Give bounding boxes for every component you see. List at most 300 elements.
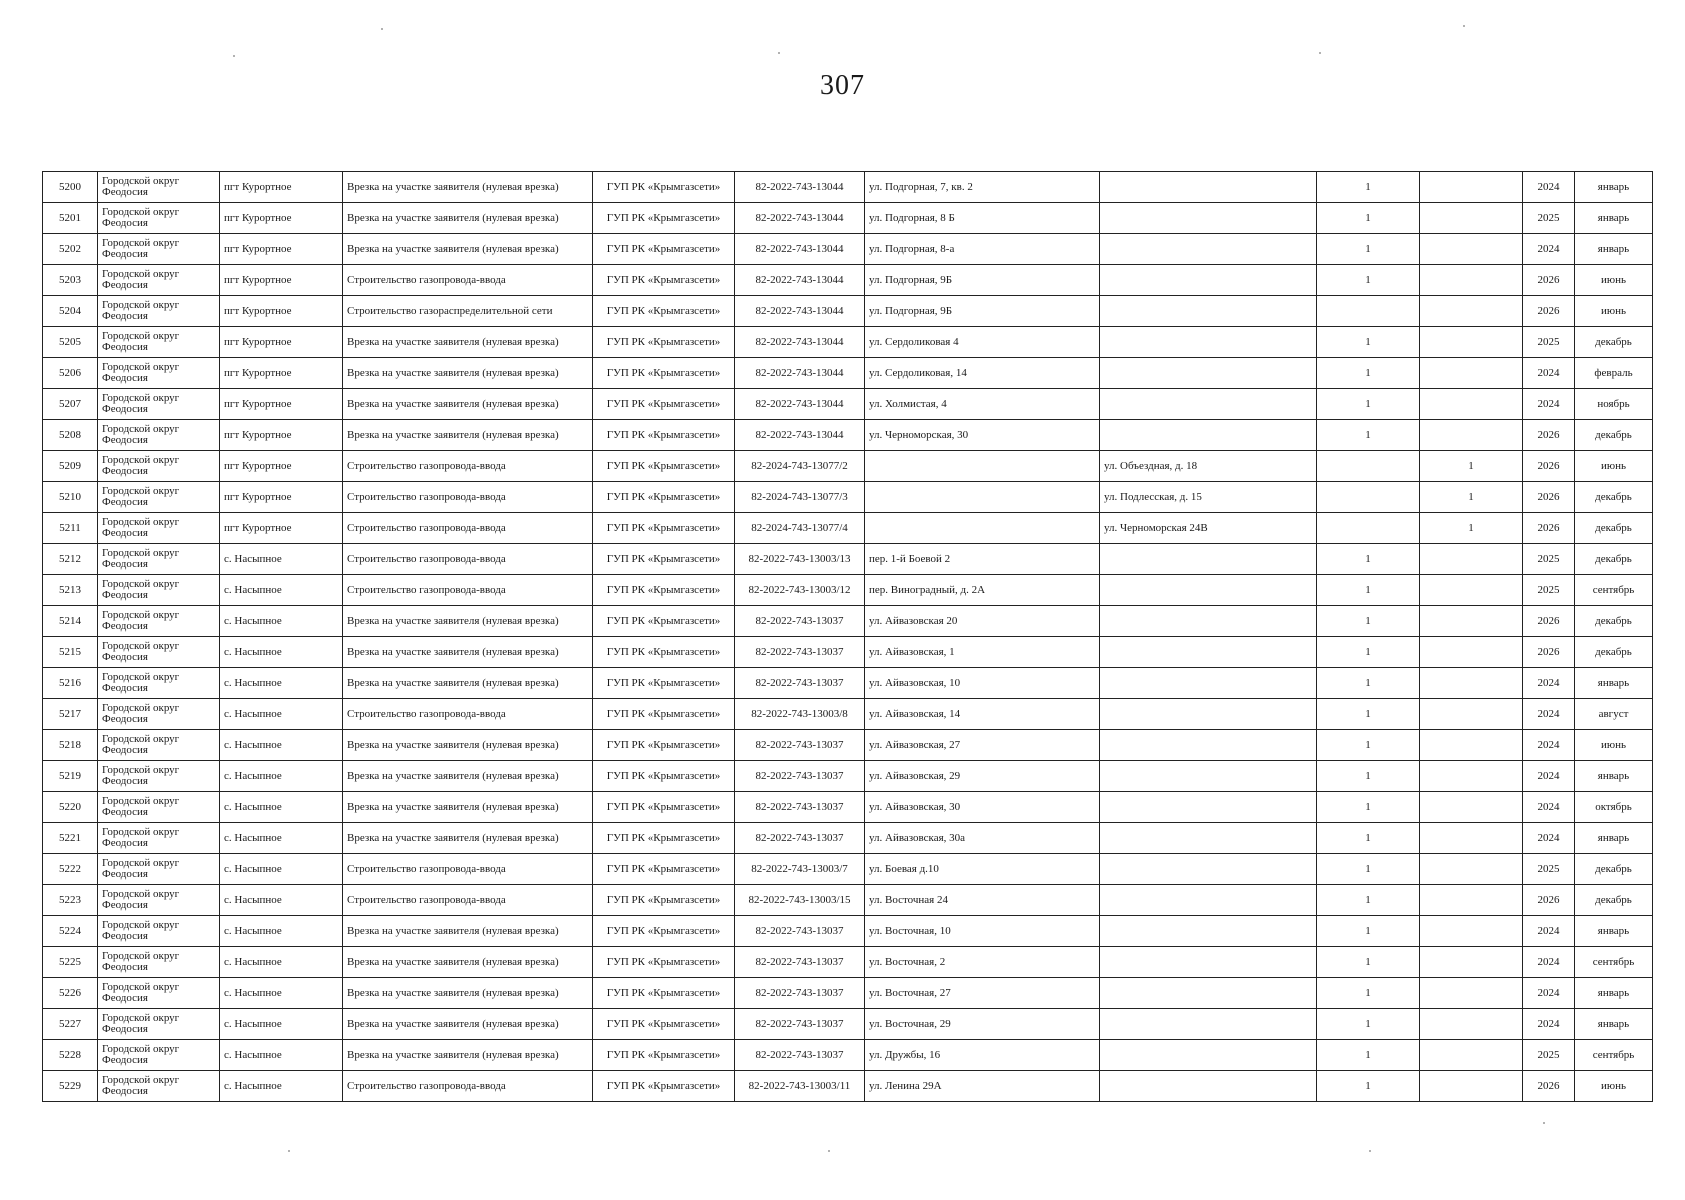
table-row bbox=[43, 389, 1653, 420]
scan-speck bbox=[1369, 1150, 1371, 1152]
table-row bbox=[43, 1040, 1653, 1071]
quantity-alt-cell bbox=[1420, 854, 1523, 885]
year-cell: 2025 bbox=[1523, 854, 1575, 885]
district-cell: Городской округ Феодосия bbox=[98, 327, 220, 358]
month-cell: ноябрь bbox=[1575, 389, 1653, 420]
quantity-alt-cell bbox=[1420, 823, 1523, 854]
district-cell: Городской округ Феодосия bbox=[98, 885, 220, 916]
row-number: 5211 bbox=[43, 513, 98, 544]
scan-speck bbox=[1463, 25, 1465, 27]
month-cell: октябрь bbox=[1575, 792, 1653, 823]
year-cell: 2024 bbox=[1523, 792, 1575, 823]
address-alt-cell: ул. Черноморская 24В bbox=[1100, 513, 1317, 544]
contract-number-cell: 82-2022-743-13003/11 bbox=[735, 1071, 865, 1102]
locality-cell: с. Насыпное bbox=[220, 1040, 343, 1071]
year-cell: 2026 bbox=[1523, 265, 1575, 296]
locality-cell: пгт Курортное bbox=[220, 265, 343, 296]
row-number: 5226 bbox=[43, 978, 98, 1009]
contract-number-cell: 82-2024-743-13077/4 bbox=[735, 513, 865, 544]
address-cell: ул. Айвазовская, 10 bbox=[865, 668, 1100, 699]
quantity-cell: 1 bbox=[1317, 265, 1420, 296]
table-row bbox=[43, 358, 1653, 389]
quantity-alt-cell bbox=[1420, 389, 1523, 420]
locality-cell: с. Насыпное bbox=[220, 761, 343, 792]
table-row bbox=[43, 916, 1653, 947]
registry-table-body bbox=[43, 172, 1653, 1102]
year-cell: 2026 bbox=[1523, 885, 1575, 916]
contract-number-cell: 82-2024-743-13077/3 bbox=[735, 482, 865, 513]
table-row bbox=[43, 606, 1653, 637]
year-cell: 2024 bbox=[1523, 172, 1575, 203]
month-cell: декабрь bbox=[1575, 327, 1653, 358]
quantity-cell: 1 bbox=[1317, 761, 1420, 792]
quantity-alt-cell bbox=[1420, 668, 1523, 699]
locality-cell: пгт Курортное bbox=[220, 358, 343, 389]
month-cell: декабрь bbox=[1575, 854, 1653, 885]
quantity-alt-cell bbox=[1420, 916, 1523, 947]
address-cell: ул. Подгорная, 7, кв. 2 bbox=[865, 172, 1100, 203]
work-type-cell: Врезка на участке заявителя (нулевая врезка) bbox=[343, 420, 593, 451]
table-row bbox=[43, 451, 1653, 482]
contract-number-cell: 82-2022-743-13044 bbox=[735, 203, 865, 234]
work-type-cell: Врезка на участке заявителя (нулевая врезка) bbox=[343, 606, 593, 637]
locality-cell: с. Насыпное bbox=[220, 823, 343, 854]
quantity-alt-cell bbox=[1420, 1071, 1523, 1102]
year-cell: 2026 bbox=[1523, 482, 1575, 513]
row-number: 5201 bbox=[43, 203, 98, 234]
address-alt-cell: ул. Подлесская, д. 15 bbox=[1100, 482, 1317, 513]
contract-number-cell: 82-2022-743-13037 bbox=[735, 668, 865, 699]
quantity-cell: 1 bbox=[1317, 203, 1420, 234]
district-cell: Городской округ Феодосия bbox=[98, 544, 220, 575]
district-cell: Городской округ Феодосия bbox=[98, 1009, 220, 1040]
contract-number-cell: 82-2022-743-13037 bbox=[735, 978, 865, 1009]
work-type-cell: Строительство газопровода-ввода bbox=[343, 544, 593, 575]
organization-cell: ГУП РК «Крымгазсети» bbox=[593, 1009, 735, 1040]
month-cell: декабрь bbox=[1575, 606, 1653, 637]
contract-number-cell: 82-2022-743-13044 bbox=[735, 234, 865, 265]
work-type-cell: Строительство газораспределительной сети bbox=[343, 296, 593, 327]
organization-cell: ГУП РК «Крымгазсети» bbox=[593, 327, 735, 358]
year-cell: 2025 bbox=[1523, 575, 1575, 606]
row-number: 5206 bbox=[43, 358, 98, 389]
address-alt-cell bbox=[1100, 1040, 1317, 1071]
work-type-cell: Врезка на участке заявителя (нулевая врезка) bbox=[343, 1040, 593, 1071]
quantity-alt-cell bbox=[1420, 234, 1523, 265]
district-cell: Городской округ Феодосия bbox=[98, 265, 220, 296]
organization-cell: ГУП РК «Крымгазсети» bbox=[593, 792, 735, 823]
locality-cell: пгт Курортное bbox=[220, 234, 343, 265]
address-cell bbox=[865, 513, 1100, 544]
contract-number-cell: 82-2022-743-13003/7 bbox=[735, 854, 865, 885]
address-cell bbox=[865, 482, 1100, 513]
address-alt-cell bbox=[1100, 265, 1317, 296]
row-number: 5205 bbox=[43, 327, 98, 358]
quantity-alt-cell bbox=[1420, 1040, 1523, 1071]
quantity-alt-cell: 1 bbox=[1420, 513, 1523, 544]
year-cell: 2024 bbox=[1523, 947, 1575, 978]
quantity-alt-cell bbox=[1420, 699, 1523, 730]
contract-number-cell: 82-2022-743-13044 bbox=[735, 172, 865, 203]
table-row bbox=[43, 296, 1653, 327]
table-row bbox=[43, 172, 1653, 203]
organization-cell: ГУП РК «Крымгазсети» bbox=[593, 358, 735, 389]
district-cell: Городской округ Феодосия bbox=[98, 668, 220, 699]
month-cell: декабрь bbox=[1575, 513, 1653, 544]
work-type-cell: Строительство газопровода-ввода bbox=[343, 699, 593, 730]
address-alt-cell bbox=[1100, 1009, 1317, 1040]
contract-number-cell: 82-2024-743-13077/2 bbox=[735, 451, 865, 482]
organization-cell: ГУП РК «Крымгазсети» bbox=[593, 203, 735, 234]
quantity-alt-cell bbox=[1420, 978, 1523, 1009]
organization-cell: ГУП РК «Крымгазсети» bbox=[593, 389, 735, 420]
contract-number-cell: 82-2022-743-13044 bbox=[735, 296, 865, 327]
month-cell: август bbox=[1575, 699, 1653, 730]
contract-number-cell: 82-2022-743-13044 bbox=[735, 265, 865, 296]
organization-cell: ГУП РК «Крымгазсети» bbox=[593, 513, 735, 544]
work-type-cell: Врезка на участке заявителя (нулевая врезка) bbox=[343, 1009, 593, 1040]
quantity-alt-cell bbox=[1420, 358, 1523, 389]
quantity-alt-cell bbox=[1420, 947, 1523, 978]
work-type-cell: Строительство газопровода-ввода bbox=[343, 451, 593, 482]
quantity-cell bbox=[1317, 451, 1420, 482]
organization-cell: ГУП РК «Крымгазсети» bbox=[593, 854, 735, 885]
address-alt-cell bbox=[1100, 823, 1317, 854]
locality-cell: с. Насыпное bbox=[220, 885, 343, 916]
work-type-cell: Врезка на участке заявителя (нулевая врезка) bbox=[343, 637, 593, 668]
quantity-alt-cell bbox=[1420, 203, 1523, 234]
table-row bbox=[43, 854, 1653, 885]
scan-speck bbox=[1543, 1122, 1545, 1124]
organization-cell: ГУП РК «Крымгазсети» bbox=[593, 1040, 735, 1071]
district-cell: Городской округ Феодосия bbox=[98, 761, 220, 792]
contract-number-cell: 82-2022-743-13037 bbox=[735, 730, 865, 761]
work-type-cell: Строительство газопровода-ввода bbox=[343, 885, 593, 916]
row-number: 5214 bbox=[43, 606, 98, 637]
quantity-alt-cell bbox=[1420, 575, 1523, 606]
locality-cell: с. Насыпное bbox=[220, 916, 343, 947]
quantity-cell: 1 bbox=[1317, 730, 1420, 761]
year-cell: 2026 bbox=[1523, 513, 1575, 544]
quantity-cell: 1 bbox=[1317, 1009, 1420, 1040]
locality-cell: с. Насыпное bbox=[220, 637, 343, 668]
address-alt-cell bbox=[1100, 885, 1317, 916]
locality-cell: с. Насыпное bbox=[220, 606, 343, 637]
year-cell: 2024 bbox=[1523, 358, 1575, 389]
organization-cell: ГУП РК «Крымгазсети» bbox=[593, 296, 735, 327]
contract-number-cell: 82-2022-743-13037 bbox=[735, 637, 865, 668]
year-cell: 2025 bbox=[1523, 327, 1575, 358]
contract-number-cell: 82-2022-743-13037 bbox=[735, 916, 865, 947]
locality-cell: пгт Курортное bbox=[220, 296, 343, 327]
organization-cell: ГУП РК «Крымгазсети» bbox=[593, 916, 735, 947]
row-number: 5225 bbox=[43, 947, 98, 978]
month-cell: январь bbox=[1575, 234, 1653, 265]
quantity-cell: 1 bbox=[1317, 172, 1420, 203]
organization-cell: ГУП РК «Крымгазсети» bbox=[593, 451, 735, 482]
scan-speck bbox=[828, 1150, 830, 1152]
quantity-cell: 1 bbox=[1317, 947, 1420, 978]
year-cell: 2024 bbox=[1523, 234, 1575, 265]
contract-number-cell: 82-2022-743-13037 bbox=[735, 761, 865, 792]
work-type-cell: Врезка на участке заявителя (нулевая врезка) bbox=[343, 978, 593, 1009]
district-cell: Городской округ Феодосия bbox=[98, 916, 220, 947]
locality-cell: с. Насыпное bbox=[220, 1009, 343, 1040]
district-cell: Городской округ Феодосия bbox=[98, 978, 220, 1009]
year-cell: 2024 bbox=[1523, 761, 1575, 792]
year-cell: 2024 bbox=[1523, 916, 1575, 947]
organization-cell: ГУП РК «Крымгазсети» bbox=[593, 606, 735, 637]
organization-cell: ГУП РК «Крымгазсети» bbox=[593, 1071, 735, 1102]
address-cell: ул. Дружбы, 16 bbox=[865, 1040, 1100, 1071]
contract-number-cell: 82-2022-743-13044 bbox=[735, 389, 865, 420]
district-cell: Городской округ Феодосия bbox=[98, 637, 220, 668]
organization-cell: ГУП РК «Крымгазсети» bbox=[593, 420, 735, 451]
month-cell: январь bbox=[1575, 823, 1653, 854]
quantity-alt-cell bbox=[1420, 606, 1523, 637]
month-cell: июнь bbox=[1575, 265, 1653, 296]
quantity-alt-cell bbox=[1420, 172, 1523, 203]
table-row bbox=[43, 730, 1653, 761]
district-cell: Городской округ Феодосия bbox=[98, 792, 220, 823]
row-number: 5200 bbox=[43, 172, 98, 203]
scan-speck bbox=[778, 52, 780, 54]
address-alt-cell bbox=[1100, 792, 1317, 823]
year-cell: 2024 bbox=[1523, 389, 1575, 420]
quantity-cell: 1 bbox=[1317, 854, 1420, 885]
quantity-cell: 1 bbox=[1317, 823, 1420, 854]
address-alt-cell: ул. Объездная, д. 18 bbox=[1100, 451, 1317, 482]
row-number: 5223 bbox=[43, 885, 98, 916]
quantity-alt-cell bbox=[1420, 1009, 1523, 1040]
address-cell: ул. Черноморская, 30 bbox=[865, 420, 1100, 451]
table-row bbox=[43, 482, 1653, 513]
district-cell: Городской округ Феодосия bbox=[98, 699, 220, 730]
address-alt-cell bbox=[1100, 234, 1317, 265]
year-cell: 2025 bbox=[1523, 544, 1575, 575]
address-cell: ул. Айвазовская, 29 bbox=[865, 761, 1100, 792]
locality-cell: пгт Курортное bbox=[220, 451, 343, 482]
year-cell: 2025 bbox=[1523, 1040, 1575, 1071]
quantity-alt-cell bbox=[1420, 265, 1523, 296]
row-number: 5207 bbox=[43, 389, 98, 420]
district-cell: Городской округ Феодосия bbox=[98, 358, 220, 389]
scan-speck bbox=[381, 28, 383, 30]
address-alt-cell bbox=[1100, 296, 1317, 327]
quantity-cell: 1 bbox=[1317, 916, 1420, 947]
organization-cell: ГУП РК «Крымгазсети» bbox=[593, 265, 735, 296]
row-number: 5213 bbox=[43, 575, 98, 606]
row-number: 5216 bbox=[43, 668, 98, 699]
address-alt-cell bbox=[1100, 637, 1317, 668]
district-cell: Городской округ Феодосия bbox=[98, 172, 220, 203]
year-cell: 2024 bbox=[1523, 668, 1575, 699]
locality-cell: с. Насыпное bbox=[220, 544, 343, 575]
month-cell: июнь bbox=[1575, 451, 1653, 482]
work-type-cell: Строительство газопровода-ввода bbox=[343, 1071, 593, 1102]
row-number: 5222 bbox=[43, 854, 98, 885]
address-cell: ул. Ленина 29А bbox=[865, 1071, 1100, 1102]
contract-number-cell: 82-2022-743-13037 bbox=[735, 947, 865, 978]
district-cell: Городской округ Феодосия bbox=[98, 947, 220, 978]
address-cell: ул. Айвазовская 20 bbox=[865, 606, 1100, 637]
quantity-cell: 1 bbox=[1317, 606, 1420, 637]
year-cell: 2026 bbox=[1523, 637, 1575, 668]
quantity-cell: 1 bbox=[1317, 544, 1420, 575]
work-type-cell: Врезка на участке заявителя (нулевая врезка) bbox=[343, 730, 593, 761]
address-cell: ул. Подгорная, 9Б bbox=[865, 265, 1100, 296]
organization-cell: ГУП РК «Крымгазсети» bbox=[593, 761, 735, 792]
locality-cell: с. Насыпное bbox=[220, 947, 343, 978]
contract-number-cell: 82-2022-743-13037 bbox=[735, 823, 865, 854]
table-row bbox=[43, 265, 1653, 296]
row-number: 5208 bbox=[43, 420, 98, 451]
address-cell: ул. Восточная, 10 bbox=[865, 916, 1100, 947]
month-cell: декабрь bbox=[1575, 637, 1653, 668]
address-alt-cell bbox=[1100, 203, 1317, 234]
locality-cell: с. Насыпное bbox=[220, 575, 343, 606]
month-cell: сентябрь bbox=[1575, 575, 1653, 606]
quantity-alt-cell bbox=[1420, 792, 1523, 823]
quantity-cell: 1 bbox=[1317, 978, 1420, 1009]
month-cell: январь bbox=[1575, 203, 1653, 234]
page-number: 307 bbox=[820, 70, 865, 101]
district-cell: Городской округ Феодосия bbox=[98, 823, 220, 854]
month-cell: январь bbox=[1575, 1009, 1653, 1040]
district-cell: Городской округ Феодосия bbox=[98, 420, 220, 451]
address-alt-cell bbox=[1100, 606, 1317, 637]
contract-number-cell: 82-2022-743-13003/15 bbox=[735, 885, 865, 916]
organization-cell: ГУП РК «Крымгазсети» bbox=[593, 699, 735, 730]
row-number: 5221 bbox=[43, 823, 98, 854]
table-row bbox=[43, 203, 1653, 234]
locality-cell: с. Насыпное bbox=[220, 1071, 343, 1102]
address-alt-cell bbox=[1100, 420, 1317, 451]
quantity-alt-cell bbox=[1420, 420, 1523, 451]
quantity-alt-cell bbox=[1420, 637, 1523, 668]
quantity-alt-cell bbox=[1420, 327, 1523, 358]
row-number: 5203 bbox=[43, 265, 98, 296]
organization-cell: ГУП РК «Крымгазсети» bbox=[593, 482, 735, 513]
contract-number-cell: 82-2022-743-13044 bbox=[735, 420, 865, 451]
district-cell: Городской округ Феодосия bbox=[98, 389, 220, 420]
quantity-alt-cell bbox=[1420, 730, 1523, 761]
work-type-cell: Врезка на участке заявителя (нулевая врезка) bbox=[343, 947, 593, 978]
registry-table bbox=[42, 171, 1653, 1102]
locality-cell: с. Насыпное bbox=[220, 668, 343, 699]
address-cell: ул. Подгорная, 9Б bbox=[865, 296, 1100, 327]
month-cell: январь bbox=[1575, 761, 1653, 792]
contract-number-cell: 82-2022-743-13044 bbox=[735, 358, 865, 389]
month-cell: июнь bbox=[1575, 1071, 1653, 1102]
table-row bbox=[43, 513, 1653, 544]
address-alt-cell bbox=[1100, 358, 1317, 389]
table-row bbox=[43, 823, 1653, 854]
quantity-cell: 1 bbox=[1317, 885, 1420, 916]
district-cell: Городской округ Феодосия bbox=[98, 513, 220, 544]
address-cell: ул. Восточная, 29 bbox=[865, 1009, 1100, 1040]
address-alt-cell bbox=[1100, 389, 1317, 420]
quantity-cell: 1 bbox=[1317, 699, 1420, 730]
table-row bbox=[43, 420, 1653, 451]
organization-cell: ГУП РК «Крымгазсети» bbox=[593, 885, 735, 916]
row-number: 5212 bbox=[43, 544, 98, 575]
district-cell: Городской округ Феодосия bbox=[98, 854, 220, 885]
district-cell: Городской округ Феодосия bbox=[98, 730, 220, 761]
table-row bbox=[43, 792, 1653, 823]
month-cell: июнь bbox=[1575, 730, 1653, 761]
quantity-cell: 1 bbox=[1317, 668, 1420, 699]
district-cell: Городской округ Феодосия bbox=[98, 1040, 220, 1071]
year-cell: 2026 bbox=[1523, 606, 1575, 637]
locality-cell: пгт Курортное bbox=[220, 172, 343, 203]
row-number: 5202 bbox=[43, 234, 98, 265]
quantity-cell: 1 bbox=[1317, 234, 1420, 265]
year-cell: 2026 bbox=[1523, 296, 1575, 327]
contract-number-cell: 82-2022-743-13003/8 bbox=[735, 699, 865, 730]
quantity-alt-cell bbox=[1420, 544, 1523, 575]
table-row bbox=[43, 544, 1653, 575]
district-cell: Городской округ Феодосия bbox=[98, 451, 220, 482]
table-row bbox=[43, 1071, 1653, 1102]
table-row bbox=[43, 234, 1653, 265]
work-type-cell: Строительство газопровода-ввода bbox=[343, 265, 593, 296]
address-alt-cell bbox=[1100, 916, 1317, 947]
scan-speck bbox=[288, 1150, 290, 1152]
organization-cell: ГУП РК «Крымгазсети» bbox=[593, 823, 735, 854]
address-alt-cell bbox=[1100, 854, 1317, 885]
address-cell: ул. Восточная, 2 bbox=[865, 947, 1100, 978]
table-row bbox=[43, 637, 1653, 668]
organization-cell: ГУП РК «Крымгазсети» bbox=[593, 575, 735, 606]
district-cell: Городской округ Феодосия bbox=[98, 234, 220, 265]
locality-cell: пгт Курортное bbox=[220, 203, 343, 234]
year-cell: 2026 bbox=[1523, 420, 1575, 451]
row-number: 5209 bbox=[43, 451, 98, 482]
address-alt-cell bbox=[1100, 668, 1317, 699]
row-number: 5210 bbox=[43, 482, 98, 513]
work-type-cell: Строительство газопровода-ввода bbox=[343, 482, 593, 513]
year-cell: 2024 bbox=[1523, 978, 1575, 1009]
district-cell: Городской округ Феодосия bbox=[98, 575, 220, 606]
organization-cell: ГУП РК «Крымгазсети» bbox=[593, 544, 735, 575]
contract-number-cell: 82-2022-743-13037 bbox=[735, 1009, 865, 1040]
contract-number-cell: 82-2022-743-13037 bbox=[735, 1040, 865, 1071]
quantity-cell: 1 bbox=[1317, 637, 1420, 668]
row-number: 5227 bbox=[43, 1009, 98, 1040]
address-alt-cell bbox=[1100, 327, 1317, 358]
row-number: 5219 bbox=[43, 761, 98, 792]
locality-cell: с. Насыпное bbox=[220, 978, 343, 1009]
locality-cell: пгт Курортное bbox=[220, 420, 343, 451]
locality-cell: с. Насыпное bbox=[220, 699, 343, 730]
year-cell: 2026 bbox=[1523, 1071, 1575, 1102]
year-cell: 2024 bbox=[1523, 823, 1575, 854]
work-type-cell: Врезка на участке заявителя (нулевая врезка) bbox=[343, 389, 593, 420]
row-number: 5204 bbox=[43, 296, 98, 327]
month-cell: июнь bbox=[1575, 296, 1653, 327]
locality-cell: пгт Курортное bbox=[220, 389, 343, 420]
address-alt-cell bbox=[1100, 978, 1317, 1009]
month-cell: декабрь bbox=[1575, 420, 1653, 451]
row-number: 5224 bbox=[43, 916, 98, 947]
locality-cell: с. Насыпное bbox=[220, 792, 343, 823]
district-cell: Городской округ Феодосия bbox=[98, 203, 220, 234]
quantity-cell: 1 bbox=[1317, 420, 1420, 451]
month-cell: февраль bbox=[1575, 358, 1653, 389]
work-type-cell: Врезка на участке заявителя (нулевая врезка) bbox=[343, 358, 593, 389]
address-alt-cell bbox=[1100, 947, 1317, 978]
